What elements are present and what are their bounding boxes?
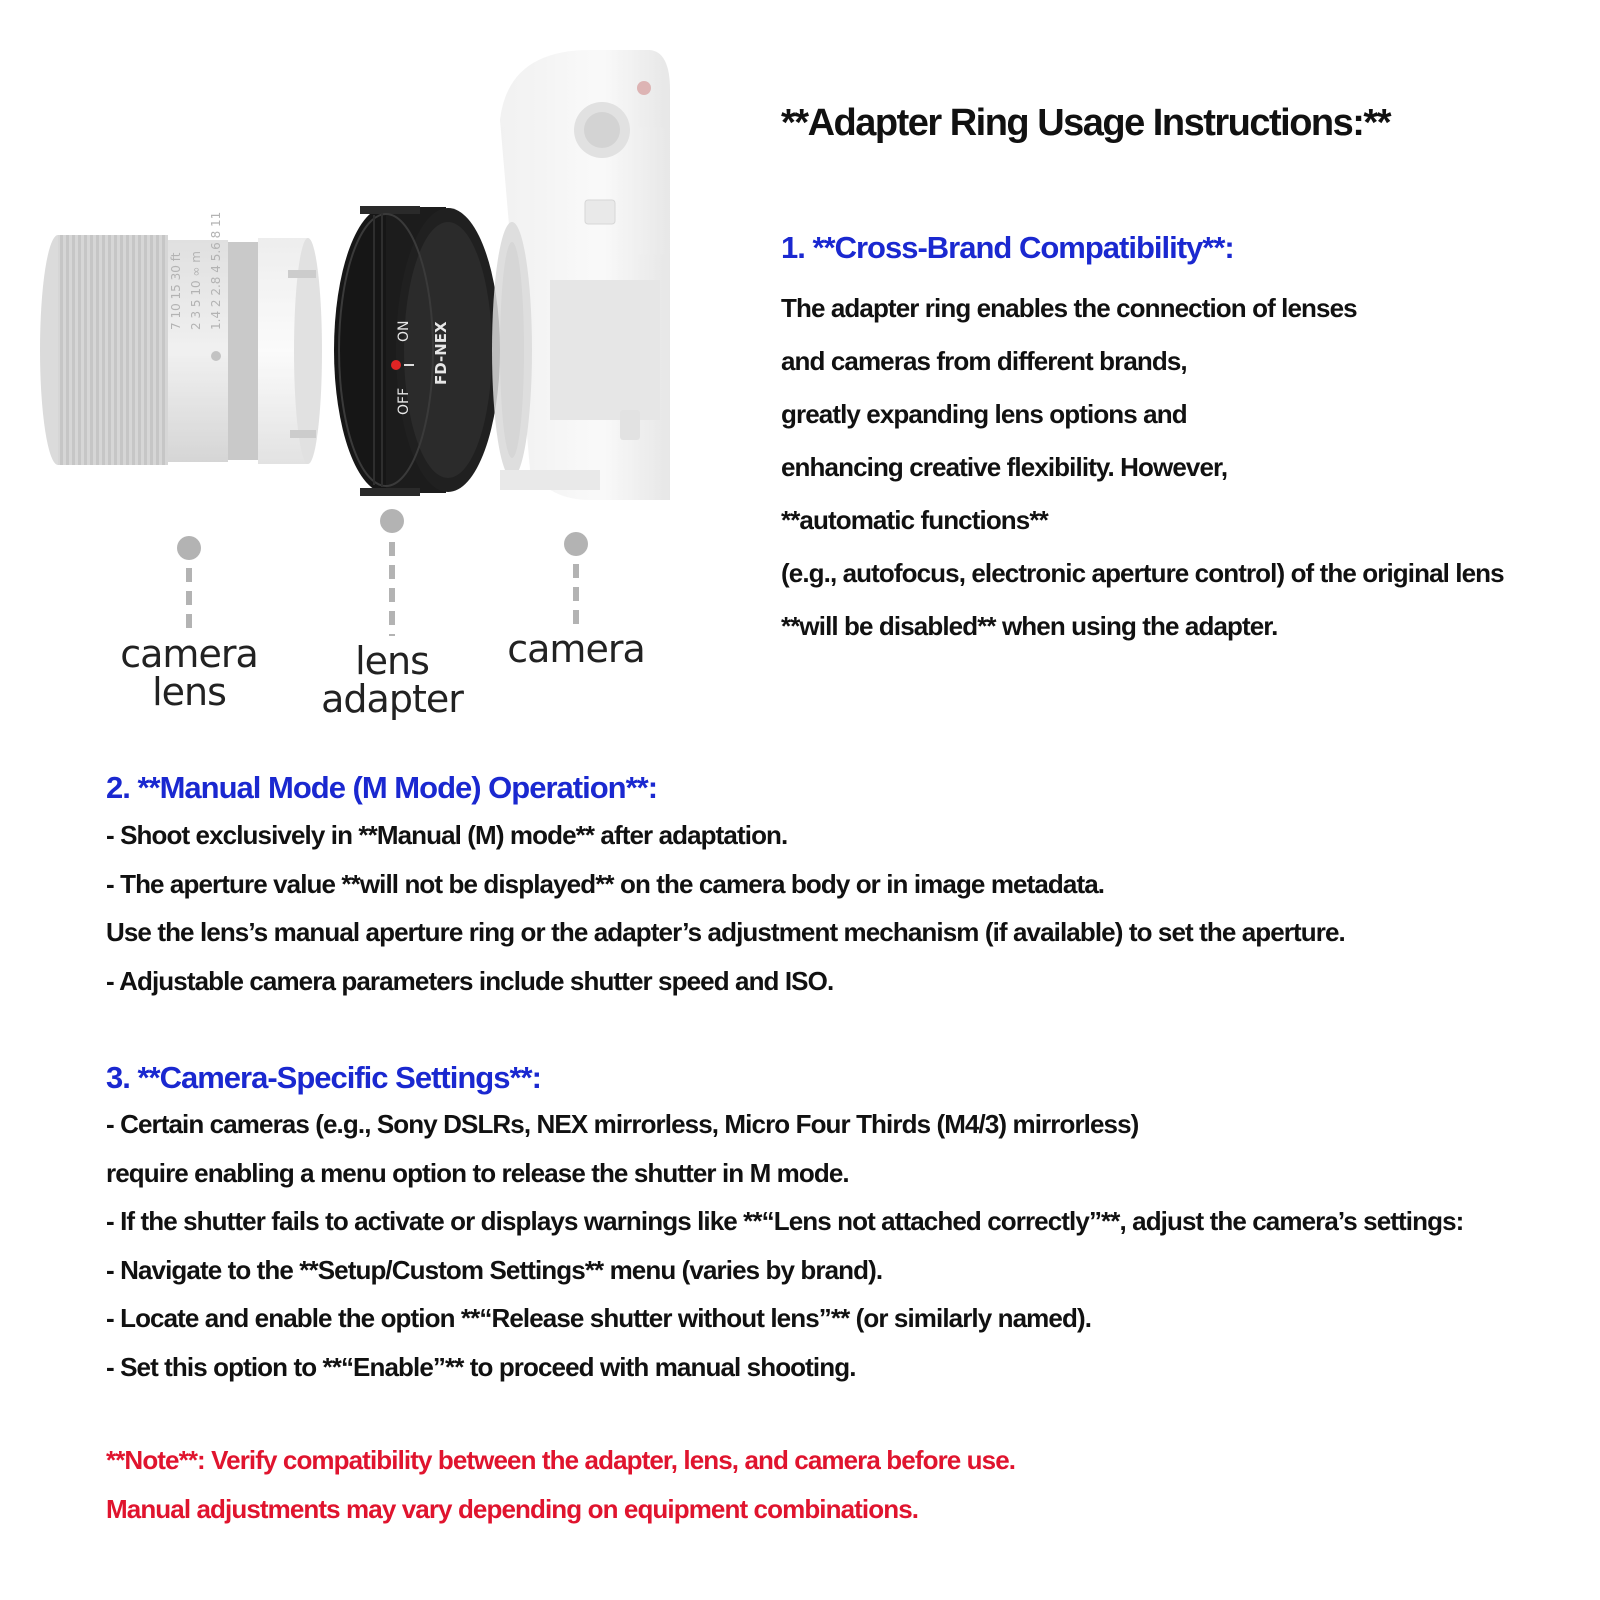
- callout-label-camera: camera: [507, 627, 645, 671]
- section-3-heading: 3. **Camera-Specific Settings**:: [106, 1060, 541, 1095]
- section-2-body: [106, 818, 1345, 1012]
- callout-lens-marker: [177, 536, 201, 632]
- adapter-model-text: FD-NEX: [432, 321, 450, 385]
- svg-text:2 3 5 10 ∞ m: 2 3 5 10 ∞ m: [189, 251, 203, 330]
- section-1-body: [781, 290, 1504, 661]
- page-title: **Adapter Ring Usage Instructions:**: [781, 102, 1390, 144]
- section-3-line: - Set this option to **“Enable”** to proceed with manual shooting.: [106, 1351, 856, 1382]
- camera-body-image: [492, 50, 670, 500]
- section-1-line: greatly expanding lens options and: [781, 399, 1187, 429]
- section-1-line: enhancing creative flexibility. However,: [781, 452, 1228, 482]
- section-3-body: [106, 1107, 1463, 1398]
- callout-camera-marker: [564, 532, 588, 626]
- svg-text:1.4 2 2.8 4 5.6 8 11: 1.4 2 2.8 4 5.6 8 11: [209, 211, 223, 330]
- adapter-off-text: OFF: [396, 387, 412, 415]
- adapter-on-text: ON: [396, 320, 412, 342]
- section-2-line: Use the lens’s manual aperture ring or the adapter’s adjustment mechanism (if available) to set the aperture.: [106, 917, 1345, 947]
- section-1-line: and cameras from different brands,: [781, 346, 1187, 376]
- section-3-line: - Certain cameras (e.g., Sony DSLRs, NEX mirrorless, Micro Four Thirds (M4/3) mirrorless): [106, 1109, 1139, 1139]
- section-1-line: (e.g., autofocus, electronic aperture control) of the original lens: [781, 558, 1504, 588]
- lens-adapter-image: [334, 206, 500, 496]
- section-3-line: - Navigate to the **Setup/Custom Settings** menu (varies by brand).: [106, 1254, 883, 1285]
- section-2-line: - Shoot exclusively in **Manual (M) mode** after adaptation.: [106, 820, 788, 850]
- section-1-heading: 1. **Cross-Brand Compatibility**:: [781, 230, 1234, 265]
- section-3-line: require enabling a menu option to release the shutter in M mode.: [106, 1157, 849, 1188]
- section-2-heading: 2. **Manual Mode (M Mode) Operation**:: [106, 770, 658, 805]
- section-2-line: - The aperture value **will not be displayed** on the camera body or in image metadata.: [106, 868, 1105, 899]
- svg-text:7 10 15 30 ft: 7 10 15 30 ft: [169, 252, 183, 330]
- section-3-line: - If the shutter fails to activate or displays warnings like **“Lens not attached correctly”**, adjust the camera’s settings:: [106, 1206, 1464, 1236]
- note-block: [106, 1443, 1015, 1540]
- section-3-line: - Locate and enable the option **“Release shutter without lens”** (or similarly named).: [106, 1303, 1092, 1333]
- callout-label-camera-lens: camera lens: [120, 632, 258, 714]
- callout-label-lens-adapter: lens adapter: [321, 639, 463, 721]
- camera-lens-image: [40, 212, 322, 465]
- section-2-line: - Adjustable camera parameters include shutter speed and ISO.: [106, 965, 834, 996]
- note-line: Manual adjustments may vary depending on equipment combinations.: [106, 1493, 919, 1524]
- section-1-line: **automatic functions**: [781, 505, 1048, 535]
- note-line: **Note**: Verify compatibility between the adapter, lens, and camera before use.: [106, 1445, 1016, 1475]
- section-1-line: The adapter ring enables the connection of lenses: [781, 293, 1357, 323]
- section-1-line: **will be disabled** when using the adapter.: [781, 611, 1278, 641]
- product-illustration: [30, 30, 710, 750]
- callout-adapter-marker: [380, 509, 404, 636]
